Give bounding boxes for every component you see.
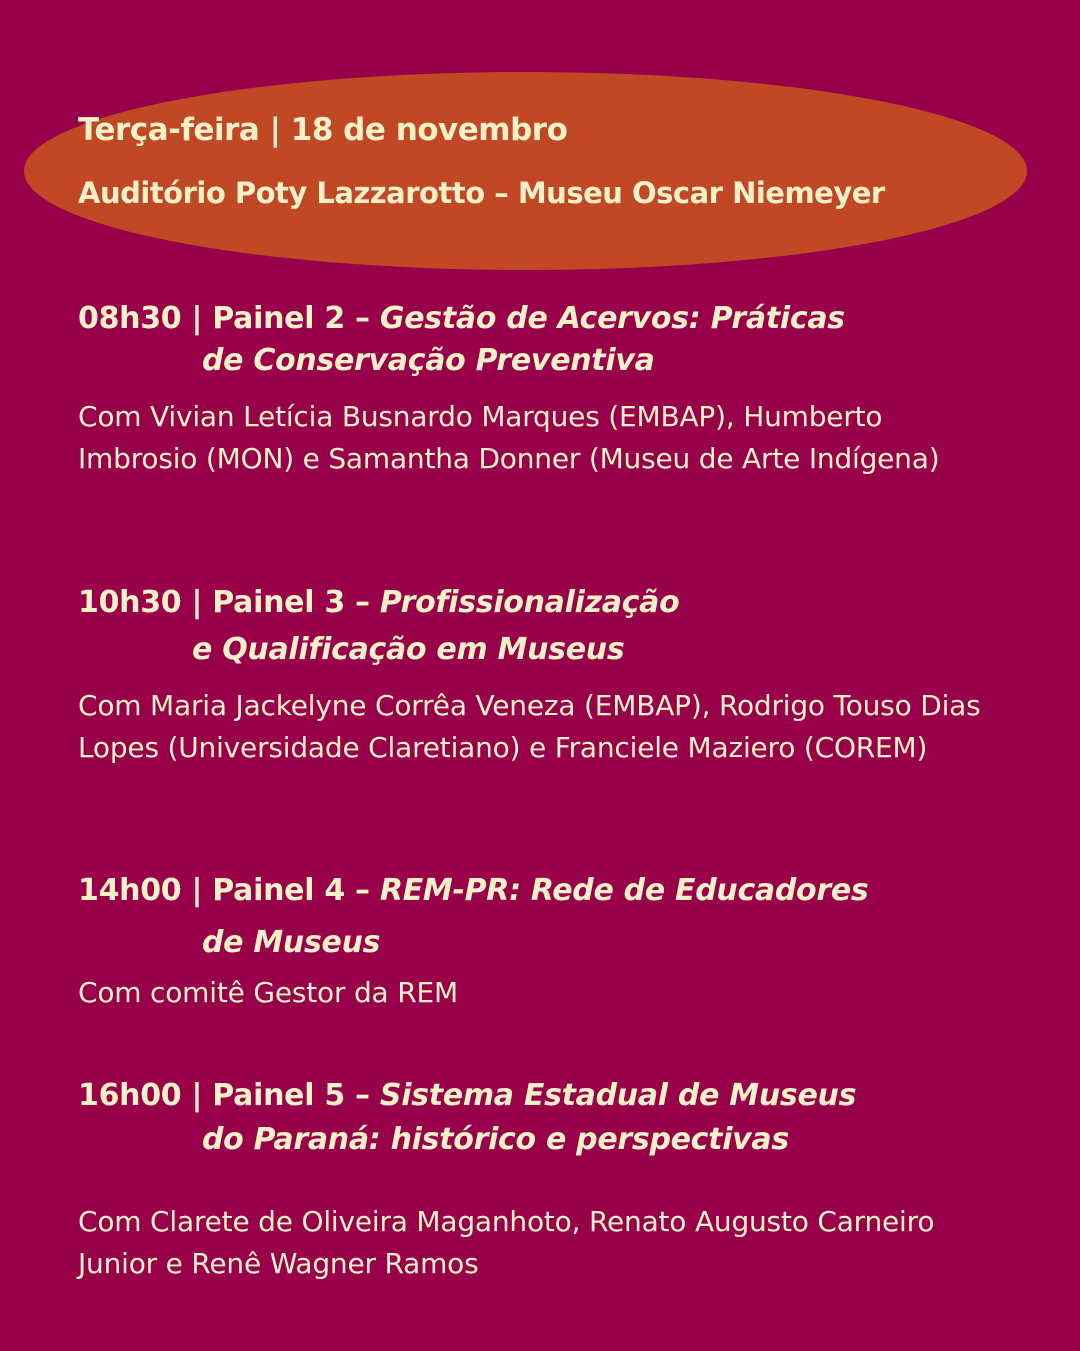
session-description: Com Maria Jackelyne Corrêa Veneza (EMBAP), Rodrigo Touso Dias Lopes (Universidade Claretiano) e Franciele Maziero (COREM) [78,689,981,764]
session-title-line1: REM-PR: Rede de Educadores [379,873,869,908]
session-title-line2: de Museus [202,925,381,960]
session-title [78,298,1008,340]
session-description: Com Clarete de Oliveira Maganhoto, Renato Augusto Carneiro Junior e Renê Wagner Ramos [78,1205,935,1280]
session-title [78,870,1008,912]
session-title-line1: Sistema Estadual de Museus [379,1078,857,1113]
session-painel-5 [78,1075,1008,1285]
session-time: 10h30 | Painel 3 – [78,585,380,620]
session-title-line2: do Paraná: histórico e perspectivas [202,1122,789,1157]
session-title-line1: Gestão de Acervos: Práticas [379,301,845,336]
session-time: 08h30 | Painel 2 – [78,301,380,336]
session-time: 14h00 | Painel 4 – [78,873,380,908]
session-painel-2 [78,298,1008,480]
session-title-line1: Profissionalização [379,585,680,620]
session-painel-3 [78,582,1008,769]
session-title-line2: e Qualificação em Museus [192,632,625,667]
session-title [78,582,1008,624]
header-ellipse [24,72,1027,270]
event-date: Terça-feira | 18 de novembro [78,112,568,148]
session-description: Com Vivian Letícia Busnardo Marques (EMBAP), Humberto Imbrosio (MON) e Samantha Donner (Museu de Arte Indígena) [78,400,940,475]
session-description: Com comitê Gestor da REM [78,976,458,1009]
session-title-line2: de Conservação Preventiva [202,343,655,378]
session-title [78,1075,1008,1117]
event-venue: Auditório Poty Lazzarotto – Museu Oscar Niemeyer [78,176,885,210]
session-painel-4 [78,870,1008,1014]
session-time: 16h00 | Painel 5 – [78,1078,380,1113]
